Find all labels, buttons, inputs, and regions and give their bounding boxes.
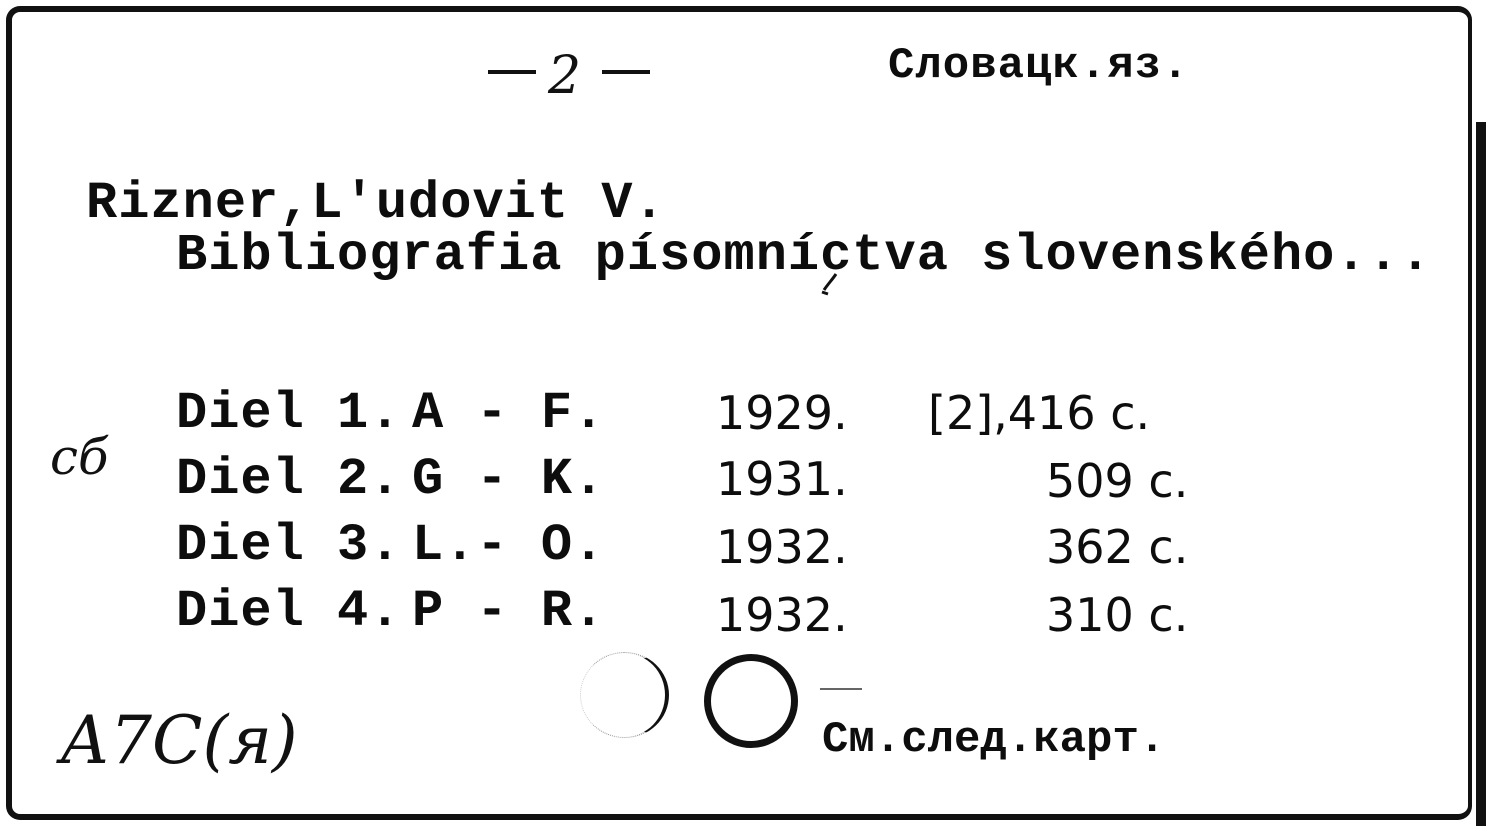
volume-pages: 310 c. <box>1046 588 1189 642</box>
stray-mark <box>820 688 862 690</box>
punch-hole <box>704 654 798 748</box>
volume-range: P - R. <box>412 582 606 641</box>
volume-pages: 362 c. <box>1046 520 1189 574</box>
handwritten-location: сб <box>50 428 109 486</box>
volume-range: L.- O. <box>412 516 606 575</box>
volume-part: Diel 3. <box>176 516 402 575</box>
subject-heading: Словацк.яз. <box>888 41 1190 91</box>
volume-year: 1931. <box>716 452 848 506</box>
author-line: Rizner,L'udovit V. <box>86 174 666 233</box>
volume-part: Diel 4. <box>176 582 402 641</box>
card-edge-shadow <box>1476 122 1486 826</box>
volume-year: 1932. <box>716 520 848 574</box>
volume-range: A - F. <box>412 384 606 443</box>
punch-hole-partial <box>580 652 669 738</box>
page-number-value: 2 <box>548 46 582 106</box>
page-number-dash-left <box>488 70 536 74</box>
volume-pages: 509 c. <box>1046 454 1189 508</box>
volume-year: 1929. <box>716 386 848 440</box>
volume-part: Diel 2. <box>176 450 402 509</box>
volume-part: Diel 1. <box>176 384 402 443</box>
title-line: Bibliografia písomníctva slovenského... <box>176 226 1432 285</box>
handwritten-shelfmark: А7С(я) <box>60 702 298 779</box>
page-number-dash-right <box>602 70 650 74</box>
volume-pages: [2],416 c. <box>928 386 1151 440</box>
correction-mark <box>818 272 840 298</box>
volume-range: G - K. <box>412 450 606 509</box>
see-next-card: См.след.карт. <box>822 715 1166 765</box>
volume-year: 1932. <box>716 588 848 642</box>
